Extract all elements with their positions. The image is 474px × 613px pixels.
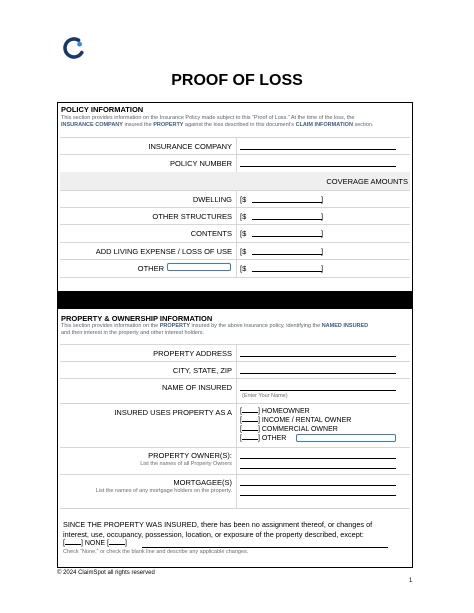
property-owners-label: PROPERTY OWNER(S): [148, 451, 232, 460]
dwelling-amount-field[interactable] [252, 195, 322, 203]
divider [60, 361, 410, 362]
mortgagees-label: MORTGAGEE(S) [173, 478, 232, 487]
divider [60, 242, 410, 243]
divider [60, 137, 410, 138]
bracket-close: ] [321, 247, 324, 256]
assignment-none-option[interactable]: [ ] NONE [ ] [63, 540, 127, 547]
city-state-zip-label: CITY, STATE, ZIP [172, 366, 232, 375]
divider [60, 474, 410, 475]
column-divider [236, 190, 237, 277]
insured-uses-label: INSURED USES PROPERTY AS A [114, 408, 232, 417]
use-option-other[interactable]: [ ] OTHER [240, 435, 287, 442]
divider [60, 378, 410, 379]
name-of-insured-field[interactable] [240, 383, 396, 391]
bracket-close: ] [321, 195, 324, 204]
other-structures-label: OTHER STRUCTURES [152, 212, 232, 221]
name-of-insured-hint: (Enter Your Name) [242, 393, 288, 399]
policy-number-label: POLICY NUMBER [170, 159, 232, 168]
divider [60, 344, 410, 345]
other-coverage-amount-field[interactable] [252, 264, 322, 272]
mortgagee-field-2[interactable] [240, 488, 396, 496]
dwelling-label: DWELLING [192, 195, 232, 204]
dollar-prefix: [$ [240, 264, 247, 273]
bracket-close: ] [321, 229, 324, 238]
copyright-notice: © 2024 ClaimSpot all rights reserved [57, 570, 155, 576]
property-section-heading: PROPERTY & OWNERSHIP INFORMATION [61, 314, 213, 323]
divider [60, 190, 410, 191]
policy-number-field[interactable] [240, 159, 396, 167]
divider [60, 154, 410, 155]
claimspot-logo-icon [62, 36, 86, 60]
section-separator-bar [57, 291, 413, 309]
other-coverage-name-input[interactable] [167, 263, 231, 271]
other-coverage-label: OTHER [137, 264, 164, 273]
mortgagees-hint: List the names of any mortgage holders on the property. [95, 488, 232, 494]
living-expense-label: ADD LIVING EXPENSE / LOSS OF USE [95, 247, 232, 256]
divider [60, 259, 410, 260]
dollar-prefix: [$ [240, 195, 247, 204]
page-title: PROOF OF LOSS [171, 72, 303, 89]
living-expense-amount-field[interactable] [252, 247, 322, 255]
city-state-zip-field[interactable] [240, 366, 396, 374]
use-other-input[interactable] [296, 434, 396, 442]
mortgagee-field-1[interactable] [240, 478, 396, 486]
policy-section-heading: POLICY INFORMATION [61, 105, 144, 114]
assignment-hint: Check “None,” or check the blank line and describe any applicable changes. [63, 549, 249, 555]
contents-label: CONTENTS [190, 229, 232, 238]
divider [60, 447, 410, 448]
use-option-commercial[interactable]: [ ] COMMERCIAL OWNER [240, 426, 338, 433]
property-address-field[interactable] [240, 349, 396, 357]
property-owner-field-1[interactable] [240, 451, 396, 459]
policy-section-description: This section provides information on the Insurance Policy made subject to this “Proof of Loss.” At the time of the loss, the INSURANCE COMPANY insured the PROPERTY against the loss described in this document’s CLAIM INFORMATION section. [61, 115, 374, 128]
property-section-description: This section provides information on the PROPERTY insured by the above insurance policy, identifying the NAMED INSURED and their interest in the property and other interest holders. [61, 323, 369, 336]
property-owner-field-2[interactable] [240, 461, 396, 469]
insurance-company-field[interactable] [240, 142, 396, 150]
insurance-company-label: INSURANCE COMPANY [148, 142, 232, 151]
column-divider [236, 137, 237, 172]
use-option-homeowner[interactable]: [ ] HOMEOWNER [240, 408, 310, 415]
use-option-income-rental[interactable]: [ ] INCOME / RENTAL OWNER [240, 417, 352, 424]
property-address-label: PROPERTY ADDRESS [153, 349, 232, 358]
page-number: 1 [409, 578, 413, 584]
divider [60, 224, 410, 225]
name-of-insured-label: NAME OF INSURED [161, 383, 232, 392]
bracket-close: ] [321, 212, 324, 221]
other-structures-amount-field[interactable] [252, 212, 322, 220]
bracket-close: ] [321, 264, 324, 273]
dollar-prefix: [$ [240, 212, 247, 221]
assignment-statement: SINCE THE PROPERTY WAS INSURED, there has been no assignment thereof, or changes of interest, use, occupancy, possession, location, or exposure of the property described, except: [63, 520, 373, 539]
assignment-describe-line[interactable] [142, 547, 388, 548]
divider [60, 403, 410, 404]
divider [60, 207, 410, 208]
divider [60, 508, 410, 509]
contents-amount-field[interactable] [252, 229, 322, 237]
dollar-prefix: [$ [240, 247, 247, 256]
column-divider [236, 344, 237, 508]
coverage-amounts-label: COVERAGE AMOUNTS [326, 177, 408, 186]
dollar-prefix: [$ [240, 229, 247, 238]
divider [60, 277, 410, 278]
property-owners-hint: List the names of all Property Owners [140, 461, 232, 467]
